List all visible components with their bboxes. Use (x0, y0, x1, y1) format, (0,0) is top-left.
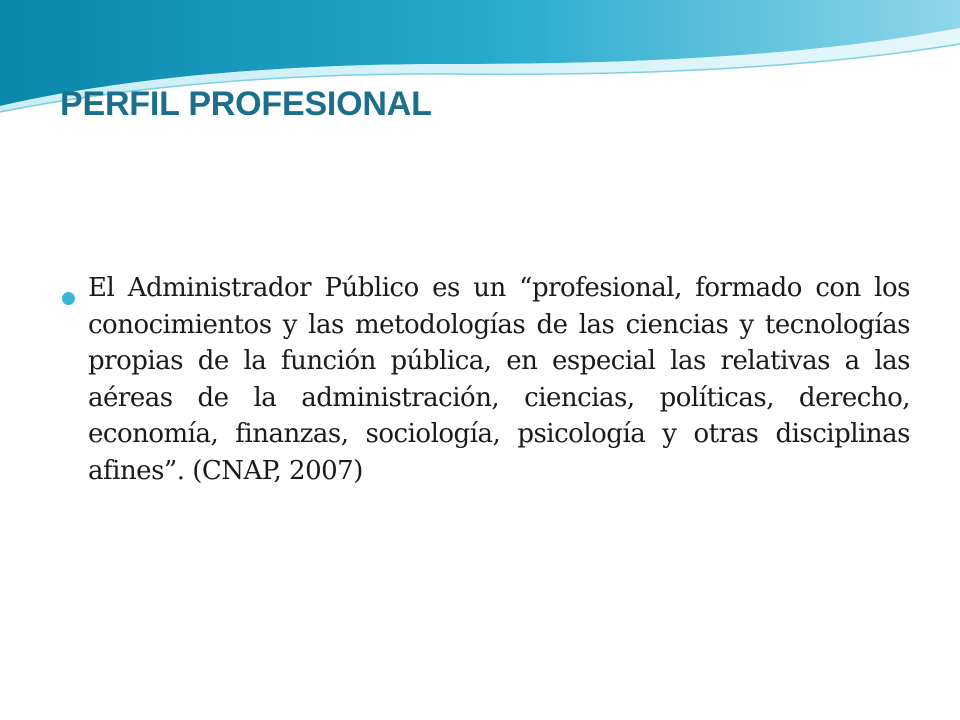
slide-title: PERFIL PROFESIONAL (60, 85, 432, 123)
bullet-text: El Administrador Público es un “profesional, formado con los conocimientos y las metodologías de las ciencias y tecnologías propias de la función pública, en especial las relativas a las aéreas de la administración, ciencias, políticas, derecho, economía, finanzas, sociología, psicología y otras disciplinas afines”. (CNAP, 2007) (88, 273, 910, 486)
bullet-item (60, 270, 910, 489)
bullet-icon (62, 292, 75, 305)
slide-content (60, 270, 910, 489)
